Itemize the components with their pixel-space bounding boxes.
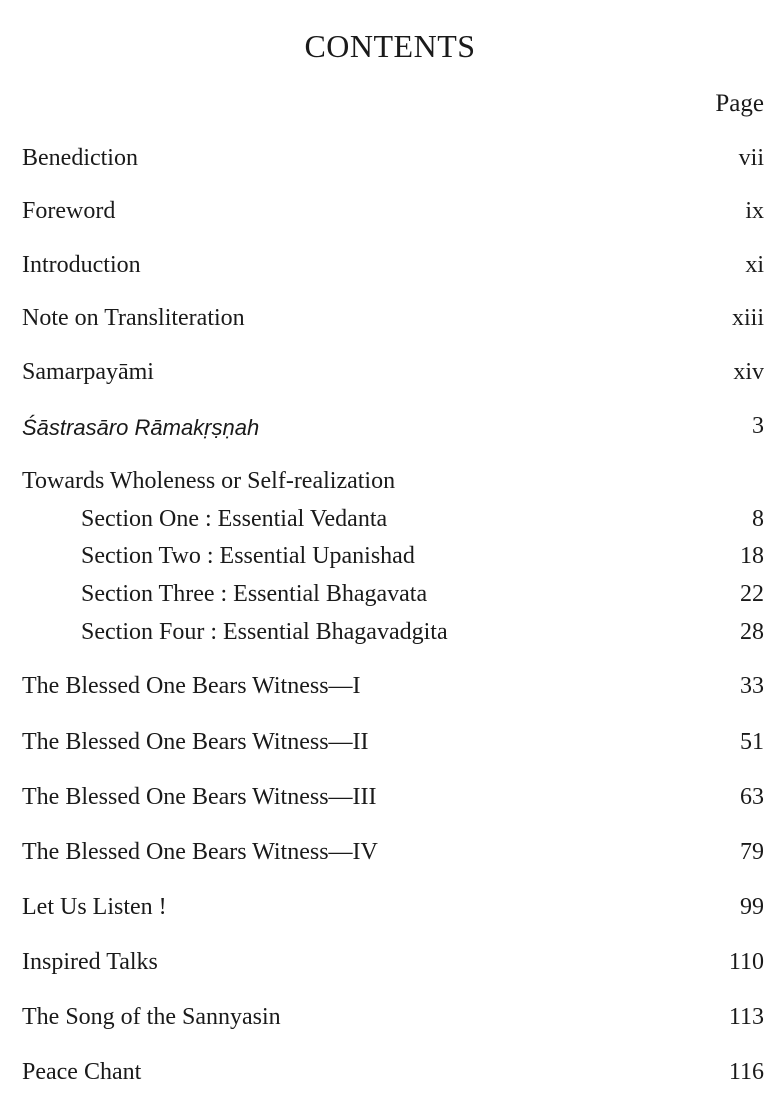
toc-entry-label: The Blessed One Bears Witness—II [22,729,369,755]
toc-entry-label: Section Four : Essential Bhagavadgita [81,619,448,645]
toc-entry-page: 28 [740,619,764,645]
toc-entry-label: The Song of the Sannyasin [22,1004,281,1030]
toc-entry-label: Towards Wholeness or Self-realization [22,468,396,494]
toc-entry-page: xiv [733,359,764,385]
toc-entry-label: Śāstrasāro Rāmakṛṣṇah [22,415,260,440]
toc-entry-page: 79 [740,839,764,865]
toc-subentry-section-four [22,619,764,649]
toc-entry-page: xi [745,252,764,278]
toc-entry-label: Peace Chant [22,1059,142,1085]
toc-entry-peace-chant [22,1059,764,1089]
toc-entry-label: Benediction [22,145,138,171]
toc-entry-page: 22 [740,581,764,607]
toc-entry-label: Note on Transliteration [22,305,245,331]
toc-entry-blessed-one-i [22,673,764,703]
page-column-header: Page [715,90,764,117]
toc-entry-label: The Blessed One Bears Witness—I [22,673,361,699]
toc-entry-let-us-listen [22,894,764,924]
toc-entry-label: Section Three : Essential Bhagavata [81,581,428,607]
toc-entry-benediction [22,145,764,175]
toc-entry-label: Foreword [22,198,116,224]
toc-entry-label: Section Two : Essential Upanishad [81,543,415,569]
toc-entry-samarpayami [22,359,764,389]
toc-entry-label: Introduction [22,252,141,278]
toc-entry-page: 3 [752,413,764,439]
toc-entry-page: ix [745,198,764,224]
toc-entry-page: 99 [740,894,764,920]
toc-entry-song-of-the-sannyasin [22,1004,764,1034]
toc-subentry-section-three [22,581,764,611]
toc-entry-blessed-one-iv [22,839,764,869]
toc-entry-towards-wholeness [22,468,764,498]
toc-entry-introduction [22,252,764,282]
toc-entry-blessed-one-ii [22,729,764,759]
toc-entry-page: 8 [752,506,764,532]
toc-entry-page: vii [738,145,764,171]
contents-title: CONTENTS [304,28,476,64]
toc-entry-foreword [22,198,764,228]
toc-entry-page: 63 [740,784,764,810]
toc-entry-sastrasaro-ramakrsnah [22,413,764,443]
toc-entry-page: 116 [728,1059,764,1085]
toc-entry-inspired-talks [22,949,764,979]
toc-subentry-section-one [22,506,764,536]
toc-entry-label: Samarpayāmi [22,359,154,385]
toc-entry-label: Section One : Essential Vedanta [81,506,388,532]
toc-entry-page: 113 [728,1004,764,1030]
toc-entry-page: 33 [740,673,764,699]
toc-entry-page: 51 [740,729,764,755]
toc-entry-label: Inspired Talks [22,949,158,975]
toc-subentry-section-two [22,543,764,573]
toc-entry-page: xiii [731,305,764,331]
toc-entry-blessed-one-iii [22,784,764,814]
toc-entry-label: Let Us Listen ! [22,894,167,920]
toc-entry-note-on-transliteration [22,305,764,335]
toc-entry-page: 110 [728,949,764,975]
toc-entry-label: The Blessed One Bears Witness—IV [22,839,378,865]
toc-entry-label: The Blessed One Bears Witness—III [22,784,377,810]
toc-entry-page: 18 [740,543,764,569]
